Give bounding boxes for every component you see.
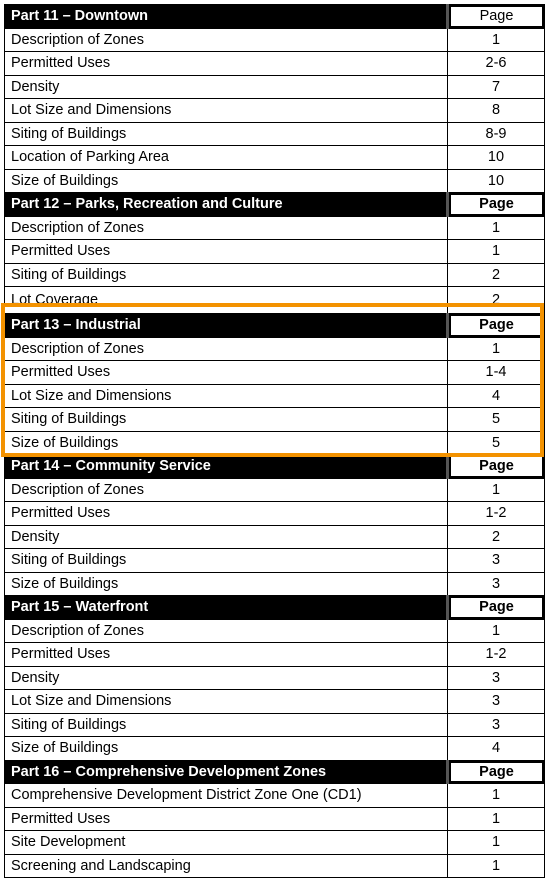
table-row: [5, 361, 545, 385]
entry-page: 2: [448, 263, 545, 287]
section-title: Part 11 – Downtown: [5, 5, 448, 29]
entry-page: 1-2: [448, 643, 545, 667]
entry-label: Permitted Uses: [5, 643, 448, 667]
entry-label: Screening and Landscaping: [5, 854, 448, 878]
entry-page: 2: [448, 287, 545, 314]
entry-page: 8: [448, 99, 545, 123]
entry-label: Size of Buildings: [5, 737, 448, 761]
entry-label: Description of Zones: [5, 28, 448, 52]
entry-page: 10: [448, 146, 545, 170]
table-row: [5, 337, 545, 361]
table-row: [5, 502, 545, 526]
table-row: [5, 240, 545, 264]
entry-label: Lot Size and Dimensions: [5, 690, 448, 714]
table-row: [5, 75, 545, 99]
entry-page: 1-4: [448, 361, 545, 385]
table-row: [5, 287, 545, 314]
table-row: [5, 52, 545, 76]
entry-page: 1: [448, 807, 545, 831]
section-title: Part 12 – Parks, Recreation and Culture: [5, 193, 448, 217]
section-title: Part 13 – Industrial: [5, 314, 448, 338]
table-row: [5, 549, 545, 573]
entry-label: Permitted Uses: [5, 240, 448, 264]
table-row: [5, 431, 545, 455]
entry-page: 1: [448, 784, 545, 808]
entry-label: Site Development: [5, 831, 448, 855]
entry-page: 3: [448, 572, 545, 596]
table-row: [5, 619, 545, 643]
page-column-header: Page: [448, 5, 545, 29]
section-header-part-15: [5, 596, 545, 620]
table-row: [5, 666, 545, 690]
table-row: [5, 122, 545, 146]
entry-page: 1: [448, 337, 545, 361]
table-of-contents: [4, 4, 545, 878]
entry-page: 1: [448, 854, 545, 878]
section-header-part-13: [5, 314, 545, 338]
entry-label: Permitted Uses: [5, 502, 448, 526]
entry-page: 4: [448, 384, 545, 408]
entry-label: Lot Coverage: [5, 287, 448, 314]
table-row: [5, 713, 545, 737]
entry-page: 3: [448, 690, 545, 714]
table-row: [5, 263, 545, 287]
entry-page: 1: [448, 216, 545, 240]
table-row: [5, 216, 545, 240]
page-column-header: Page: [448, 314, 545, 338]
section-header-part-16: [5, 760, 545, 784]
entry-label: Siting of Buildings: [5, 263, 448, 287]
entry-label: Permitted Uses: [5, 361, 448, 385]
entry-label: Comprehensive Development District Zone One (CD1): [5, 784, 448, 808]
entry-label: Siting of Buildings: [5, 408, 448, 432]
entry-page: 3: [448, 713, 545, 737]
entry-label: Size of Buildings: [5, 431, 448, 455]
entry-label: Location of Parking Area: [5, 146, 448, 170]
page-column-header: Page: [448, 193, 545, 217]
entry-page: 8-9: [448, 122, 545, 146]
table-row: [5, 643, 545, 667]
table-row: [5, 690, 545, 714]
entry-label: Description of Zones: [5, 478, 448, 502]
entry-page: 1: [448, 831, 545, 855]
entry-label: Description of Zones: [5, 619, 448, 643]
toc-page: [4, 4, 544, 878]
table-row: [5, 384, 545, 408]
table-row: [5, 831, 545, 855]
entry-page: 1: [448, 619, 545, 643]
entry-page: 1: [448, 28, 545, 52]
section-title: Part 14 – Community Service: [5, 455, 448, 479]
page-column-header: Page: [448, 455, 545, 479]
table-row: [5, 525, 545, 549]
entry-page: 1: [448, 478, 545, 502]
entry-page: 5: [448, 408, 545, 432]
entry-label: Siting of Buildings: [5, 549, 448, 573]
table-row: [5, 737, 545, 761]
table-row: [5, 807, 545, 831]
section-title: Part 16 – Comprehensive Development Zones: [5, 760, 448, 784]
table-row: [5, 146, 545, 170]
section-header-part-14: [5, 455, 545, 479]
entry-label: Permitted Uses: [5, 52, 448, 76]
table-row: [5, 408, 545, 432]
entry-label: Permitted Uses: [5, 807, 448, 831]
page-column-header: Page: [448, 596, 545, 620]
entry-page: 7: [448, 75, 545, 99]
table-row: [5, 478, 545, 502]
entry-page: 3: [448, 666, 545, 690]
page-column-header: Page: [448, 760, 545, 784]
entry-label: Description of Zones: [5, 337, 448, 361]
entry-label: Siting of Buildings: [5, 713, 448, 737]
entry-page: 1-2: [448, 502, 545, 526]
entry-page: 10: [448, 169, 545, 193]
entry-page: 2: [448, 525, 545, 549]
table-row: [5, 854, 545, 878]
table-row: [5, 169, 545, 193]
entry-page: 2-6: [448, 52, 545, 76]
entry-label: Description of Zones: [5, 216, 448, 240]
entry-page: 5: [448, 431, 545, 455]
entry-page: 4: [448, 737, 545, 761]
entry-label: Density: [5, 525, 448, 549]
entry-page: 3: [448, 549, 545, 573]
section-header-part-12: [5, 193, 545, 217]
entry-label: Siting of Buildings: [5, 122, 448, 146]
entry-label: Size of Buildings: [5, 572, 448, 596]
entry-label: Density: [5, 666, 448, 690]
entry-label: Lot Size and Dimensions: [5, 99, 448, 123]
entry-label: Lot Size and Dimensions: [5, 384, 448, 408]
section-title: Part 15 – Waterfront: [5, 596, 448, 620]
table-row: [5, 784, 545, 808]
entry-page: 1: [448, 240, 545, 264]
entry-label: Size of Buildings: [5, 169, 448, 193]
entry-label: Density: [5, 75, 448, 99]
table-row: [5, 572, 545, 596]
section-header-part-11: [5, 5, 545, 29]
table-row: [5, 99, 545, 123]
table-row: [5, 28, 545, 52]
